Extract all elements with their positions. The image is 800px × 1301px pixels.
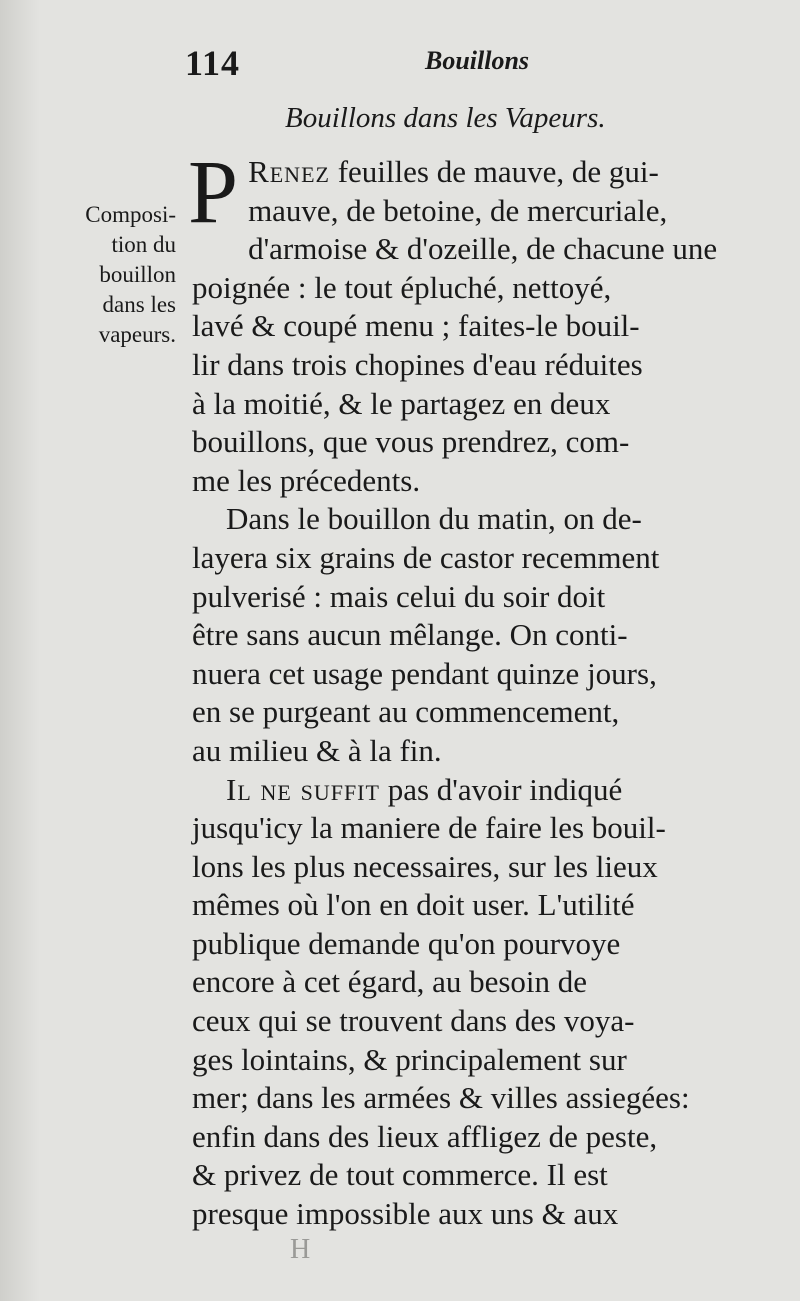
- text-line: layera six grains de castor recemment: [192, 539, 660, 575]
- paragraph-voyages: [192, 771, 760, 1234]
- text-line: mauve, de betoine, de mercuriale,: [248, 192, 668, 228]
- section-title: Bouillons dans les Vapeurs.: [285, 102, 606, 134]
- text-line: en se purgeant au commencement,: [192, 694, 620, 730]
- marginal-note: [46, 200, 176, 350]
- text-line: pulverisé : mais celui du soir doit: [192, 578, 606, 614]
- text-line: Dans le bouillon du matin, on de-: [226, 501, 642, 537]
- first-word: Renez: [248, 154, 330, 189]
- text-line: lir dans trois chopines d'eau réduites: [192, 346, 643, 382]
- text-line: ges lointains, & principalement sur: [192, 1041, 627, 1077]
- text-line: lavé & coupé menu ; faites-le bouil-: [192, 308, 640, 344]
- text-line: au milieu & à la fin.: [192, 732, 442, 768]
- text-line: nuera cet usage pendant quinze jours,: [192, 655, 657, 691]
- text-line: poignée : le tout épluché, nettoyé,: [192, 269, 612, 305]
- marginal-note-line: vapeurs.: [98, 322, 176, 347]
- body-text: [188, 143, 760, 1234]
- text-line: & privez de tout commerce. Il est: [192, 1157, 608, 1193]
- text-line: être sans aucun mêlange. On conti-: [192, 617, 628, 653]
- marginal-note-line: bouillon: [99, 262, 176, 287]
- lead-smallcaps: Il ne suffit: [226, 771, 380, 807]
- text-line: enfin dans des lieux affligez de peste,: [192, 1118, 658, 1154]
- marginal-note-line: tion du: [111, 232, 176, 257]
- drop-cap: P: [188, 143, 239, 242]
- page-header: [185, 40, 765, 90]
- text-line: d'armoise & d'ozeille, de chacune une: [248, 231, 718, 267]
- text-line: [192, 153, 760, 192]
- text-line: lons les plus necessaires, sur les lieux: [192, 848, 658, 884]
- text-line: à la moitié, & le partagez en deux: [192, 385, 611, 421]
- text-line-content: pas d'avoir indiqué: [387, 771, 623, 807]
- paragraph-castor: [192, 500, 760, 770]
- text-line: [192, 771, 760, 810]
- running-head: Bouillons: [425, 46, 530, 75]
- text-line: ceux qui se trouvent dans des voya-: [192, 1003, 635, 1039]
- marginal-note-line: dans les: [102, 292, 176, 317]
- marginal-note-line: Composi-: [85, 202, 176, 227]
- text-line: publique demande qu'on pourvoye: [192, 925, 621, 961]
- text-line: bouillons, que vous prendrez, com-: [192, 424, 630, 460]
- gutter-shadow: [0, 0, 40, 1301]
- page-number: 114: [185, 43, 241, 83]
- text-line-content: feuilles de mauve, de gui-: [337, 154, 659, 189]
- text-line: me les précedents.: [192, 462, 421, 498]
- text-line: mêmes où l'on en doit user. L'utilité: [192, 887, 635, 923]
- text-line: presque impossible aux uns & aux: [192, 1196, 619, 1232]
- text-line: encore à cet égard, au besoin de: [192, 964, 588, 1000]
- paragraph-recipe: [188, 143, 760, 500]
- signature-mark: H: [290, 1234, 311, 1265]
- text-line: jusqu'icy la maniere de faire les bouil-: [192, 810, 666, 846]
- text-line: mer; dans les armées & villes assiegées:: [192, 1080, 690, 1116]
